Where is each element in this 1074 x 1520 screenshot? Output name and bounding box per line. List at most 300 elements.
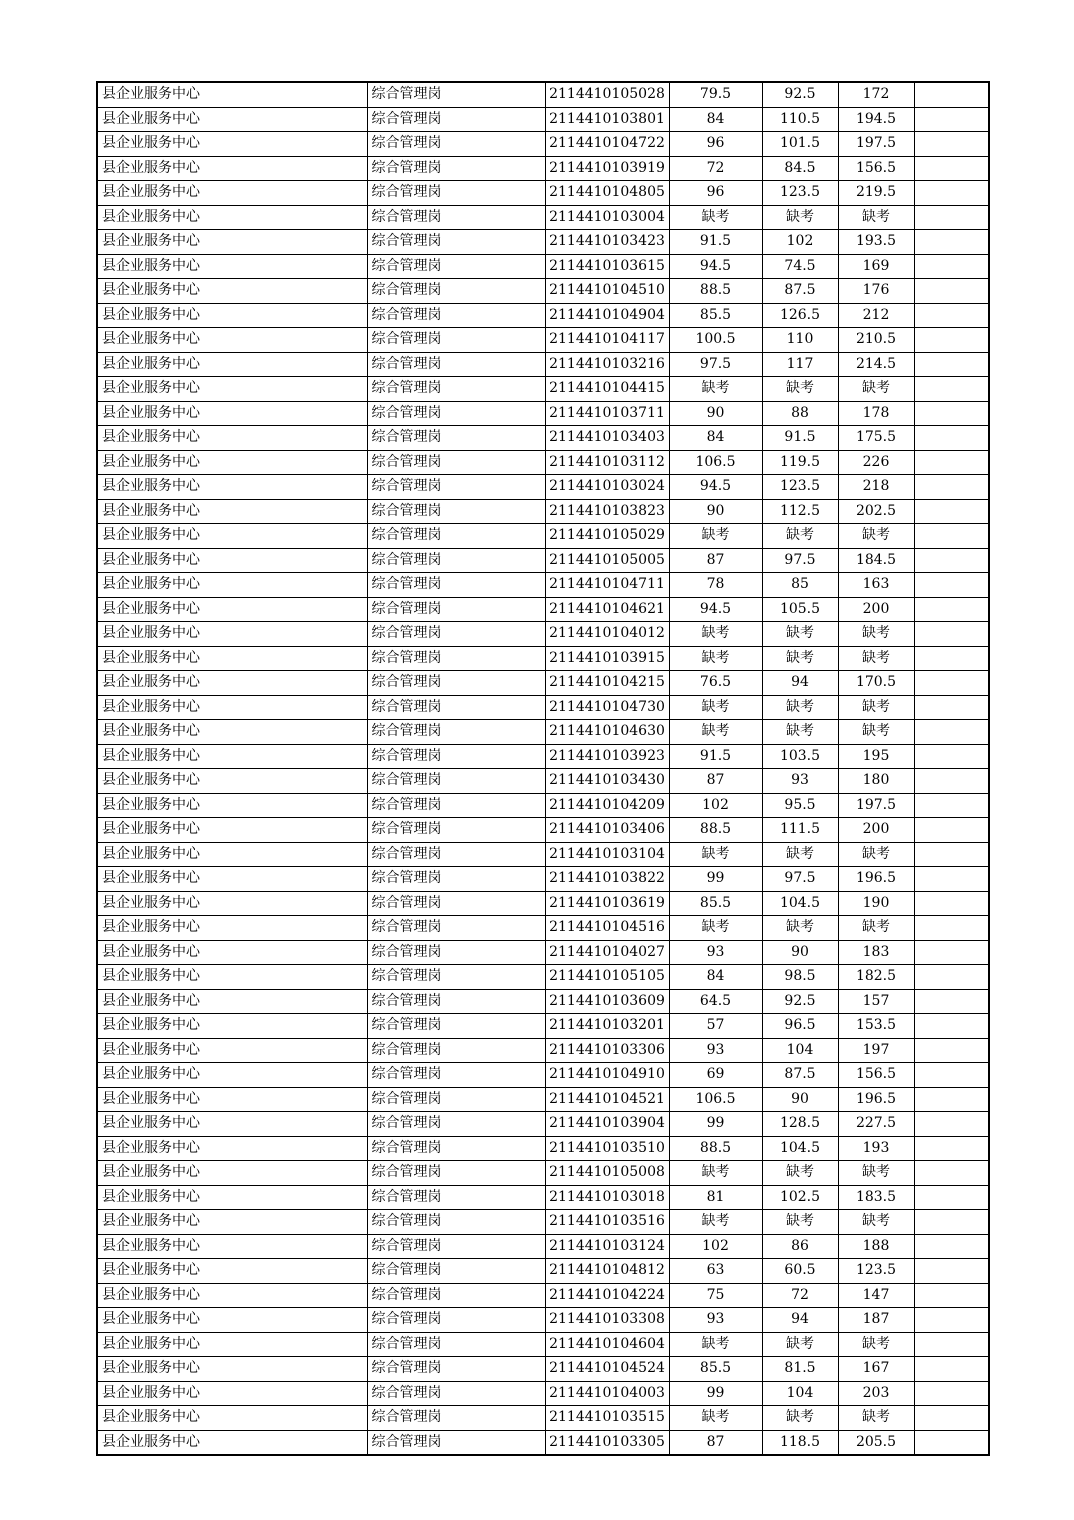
note-cell xyxy=(914,818,989,843)
score-1-cell: 85.5 xyxy=(669,1357,762,1382)
position-cell: 综合管理岗 xyxy=(367,671,545,696)
table-row xyxy=(97,940,989,965)
score-1-cell: 93 xyxy=(669,1308,762,1333)
note-cell xyxy=(914,107,989,132)
score-2-cell: 93 xyxy=(762,769,838,794)
unit-cell: 县企业服务中心 xyxy=(97,230,367,255)
total-score-cell: 153.5 xyxy=(838,1014,914,1039)
score-2-cell: 缺考 xyxy=(762,1406,838,1431)
ticket-number-cell: 2114410103510 xyxy=(545,1136,669,1161)
position-cell: 综合管理岗 xyxy=(367,646,545,671)
note-cell xyxy=(914,524,989,549)
total-score-cell: 197.5 xyxy=(838,793,914,818)
score-1-cell: 102 xyxy=(669,1234,762,1259)
total-score-cell: 226 xyxy=(838,450,914,475)
score-2-cell: 缺考 xyxy=(762,622,838,647)
score-2-cell: 87.5 xyxy=(762,1063,838,1088)
position-cell: 综合管理岗 xyxy=(367,989,545,1014)
total-score-cell: 156.5 xyxy=(838,1063,914,1088)
unit-cell: 县企业服务中心 xyxy=(97,1283,367,1308)
score-1-cell: 76.5 xyxy=(669,671,762,696)
note-cell xyxy=(914,230,989,255)
note-cell xyxy=(914,646,989,671)
ticket-number-cell: 2114410104224 xyxy=(545,1283,669,1308)
score-2-cell: 缺考 xyxy=(762,646,838,671)
unit-cell: 县企业服务中心 xyxy=(97,1406,367,1431)
ticket-number-cell: 2114410103609 xyxy=(545,989,669,1014)
unit-cell: 县企业服务中心 xyxy=(97,916,367,941)
unit-cell: 县企业服务中心 xyxy=(97,401,367,426)
note-cell xyxy=(914,1136,989,1161)
score-2-cell: 112.5 xyxy=(762,499,838,524)
note-cell xyxy=(914,1430,989,1455)
unit-cell: 县企业服务中心 xyxy=(97,671,367,696)
total-score-cell: 200 xyxy=(838,597,914,622)
position-cell: 综合管理岗 xyxy=(367,132,545,157)
total-score-cell: 缺考 xyxy=(838,524,914,549)
ticket-number-cell: 2114410104910 xyxy=(545,1063,669,1088)
table-row xyxy=(97,1357,989,1382)
unit-cell: 县企业服务中心 xyxy=(97,1014,367,1039)
note-cell xyxy=(914,1357,989,1382)
score-2-cell: 110.5 xyxy=(762,107,838,132)
score-1-cell: 84 xyxy=(669,426,762,451)
total-score-cell: 缺考 xyxy=(838,842,914,867)
ticket-number-cell: 2114410103024 xyxy=(545,475,669,500)
table-row xyxy=(97,1259,989,1284)
score-2-cell: 缺考 xyxy=(762,916,838,941)
score-1-cell: 99 xyxy=(669,867,762,892)
score-1-cell: 63 xyxy=(669,1259,762,1284)
position-cell: 综合管理岗 xyxy=(367,254,545,279)
ticket-number-cell: 2114410105028 xyxy=(545,82,669,107)
score-1-cell: 91.5 xyxy=(669,230,762,255)
note-cell xyxy=(914,1332,989,1357)
score-2-cell: 97.5 xyxy=(762,548,838,573)
total-score-cell: 156.5 xyxy=(838,156,914,181)
ticket-number-cell: 2114410103406 xyxy=(545,818,669,843)
position-cell: 综合管理岗 xyxy=(367,1381,545,1406)
note-cell xyxy=(914,426,989,451)
score-2-cell: 119.5 xyxy=(762,450,838,475)
position-cell: 综合管理岗 xyxy=(367,1283,545,1308)
total-score-cell: 193.5 xyxy=(838,230,914,255)
ticket-number-cell: 2114410104604 xyxy=(545,1332,669,1357)
unit-cell: 县企业服务中心 xyxy=(97,328,367,353)
score-2-cell: 86 xyxy=(762,1234,838,1259)
score-2-cell: 缺考 xyxy=(762,1161,838,1186)
note-cell xyxy=(914,989,989,1014)
unit-cell: 县企业服务中心 xyxy=(97,499,367,524)
table-row xyxy=(97,426,989,451)
score-1-cell: 99 xyxy=(669,1112,762,1137)
total-score-cell: 缺考 xyxy=(838,646,914,671)
unit-cell: 县企业服务中心 xyxy=(97,842,367,867)
total-score-cell: 缺考 xyxy=(838,916,914,941)
ticket-number-cell: 2114410103124 xyxy=(545,1234,669,1259)
total-score-cell: 缺考 xyxy=(838,695,914,720)
table-row xyxy=(97,475,989,500)
total-score-cell: 205.5 xyxy=(838,1430,914,1455)
score-2-cell: 104 xyxy=(762,1038,838,1063)
table-row xyxy=(97,1283,989,1308)
score-1-cell: 64.5 xyxy=(669,989,762,1014)
position-cell: 综合管理岗 xyxy=(367,818,545,843)
ticket-number-cell: 2114410103112 xyxy=(545,450,669,475)
total-score-cell: 188 xyxy=(838,1234,914,1259)
score-2-cell: 117 xyxy=(762,352,838,377)
table-row xyxy=(97,181,989,206)
ticket-number-cell: 2114410103403 xyxy=(545,426,669,451)
ticket-number-cell: 2114410104524 xyxy=(545,1357,669,1382)
score-2-cell: 102.5 xyxy=(762,1185,838,1210)
table-row xyxy=(97,524,989,549)
unit-cell: 县企业服务中心 xyxy=(97,1087,367,1112)
position-cell: 综合管理岗 xyxy=(367,965,545,990)
position-cell: 综合管理岗 xyxy=(367,744,545,769)
table-row xyxy=(97,1161,989,1186)
score-2-cell: 缺考 xyxy=(762,205,838,230)
note-cell xyxy=(914,1087,989,1112)
ticket-number-cell: 2114410103104 xyxy=(545,842,669,867)
score-2-cell: 84.5 xyxy=(762,156,838,181)
score-1-cell: 94.5 xyxy=(669,597,762,622)
note-cell xyxy=(914,867,989,892)
total-score-cell: 163 xyxy=(838,573,914,598)
table-row xyxy=(97,818,989,843)
total-score-cell: 缺考 xyxy=(838,622,914,647)
score-1-cell: 缺考 xyxy=(669,1210,762,1235)
total-score-cell: 197.5 xyxy=(838,132,914,157)
score-2-cell: 128.5 xyxy=(762,1112,838,1137)
position-cell: 综合管理岗 xyxy=(367,303,545,328)
table-row xyxy=(97,573,989,598)
table-row xyxy=(97,867,989,892)
note-cell xyxy=(914,377,989,402)
note-cell xyxy=(914,132,989,157)
note-cell xyxy=(914,499,989,524)
total-score-cell: 缺考 xyxy=(838,377,914,402)
unit-cell: 县企业服务中心 xyxy=(97,769,367,794)
unit-cell: 县企业服务中心 xyxy=(97,720,367,745)
total-score-cell: 227.5 xyxy=(838,1112,914,1137)
unit-cell: 县企业服务中心 xyxy=(97,989,367,1014)
note-cell xyxy=(914,940,989,965)
table-row xyxy=(97,279,989,304)
table-row xyxy=(97,1038,989,1063)
position-cell: 综合管理岗 xyxy=(367,82,545,107)
score-1-cell: 97.5 xyxy=(669,352,762,377)
score-2-cell: 123.5 xyxy=(762,181,838,206)
total-score-cell: 147 xyxy=(838,1283,914,1308)
note-cell xyxy=(914,1210,989,1235)
position-cell: 综合管理岗 xyxy=(367,1259,545,1284)
total-score-cell: 183.5 xyxy=(838,1185,914,1210)
unit-cell: 县企业服务中心 xyxy=(97,1063,367,1088)
table-row xyxy=(97,450,989,475)
table-row xyxy=(97,1406,989,1431)
ticket-number-cell: 2114410103801 xyxy=(545,107,669,132)
ticket-number-cell: 2114410104012 xyxy=(545,622,669,647)
ticket-number-cell: 2114410103516 xyxy=(545,1210,669,1235)
note-cell xyxy=(914,254,989,279)
unit-cell: 县企业服务中心 xyxy=(97,1210,367,1235)
position-cell: 综合管理岗 xyxy=(367,401,545,426)
score-1-cell: 96 xyxy=(669,181,762,206)
position-cell: 综合管理岗 xyxy=(367,426,545,451)
position-cell: 综合管理岗 xyxy=(367,573,545,598)
score-2-cell: 90 xyxy=(762,940,838,965)
table-row xyxy=(97,1185,989,1210)
unit-cell: 县企业服务中心 xyxy=(97,205,367,230)
unit-cell: 县企业服务中心 xyxy=(97,622,367,647)
note-cell xyxy=(914,1185,989,1210)
table-row xyxy=(97,1087,989,1112)
unit-cell: 县企业服务中心 xyxy=(97,524,367,549)
score-2-cell: 95.5 xyxy=(762,793,838,818)
unit-cell: 县企业服务中心 xyxy=(97,303,367,328)
position-cell: 综合管理岗 xyxy=(367,548,545,573)
note-cell xyxy=(914,1014,989,1039)
score-2-cell: 81.5 xyxy=(762,1357,838,1382)
score-1-cell: 94.5 xyxy=(669,254,762,279)
ticket-number-cell: 2114410103305 xyxy=(545,1430,669,1455)
unit-cell: 县企业服务中心 xyxy=(97,1259,367,1284)
ticket-number-cell: 2114410103308 xyxy=(545,1308,669,1333)
score-table-body xyxy=(97,82,989,1455)
unit-cell: 县企业服务中心 xyxy=(97,818,367,843)
score-1-cell: 90 xyxy=(669,499,762,524)
unit-cell: 县企业服务中心 xyxy=(97,1112,367,1137)
score-1-cell: 96 xyxy=(669,132,762,157)
ticket-number-cell: 2114410104027 xyxy=(545,940,669,965)
unit-cell: 县企业服务中心 xyxy=(97,475,367,500)
total-score-cell: 200 xyxy=(838,818,914,843)
score-2-cell: 94 xyxy=(762,1308,838,1333)
ticket-number-cell: 2114410103216 xyxy=(545,352,669,377)
score-2-cell: 缺考 xyxy=(762,377,838,402)
ticket-number-cell: 2114410104117 xyxy=(545,328,669,353)
unit-cell: 县企业服务中心 xyxy=(97,352,367,377)
unit-cell: 县企业服务中心 xyxy=(97,426,367,451)
score-1-cell: 79.5 xyxy=(669,82,762,107)
table-row xyxy=(97,303,989,328)
ticket-number-cell: 2114410103919 xyxy=(545,156,669,181)
note-cell xyxy=(914,769,989,794)
score-2-cell: 缺考 xyxy=(762,524,838,549)
score-1-cell: 缺考 xyxy=(669,695,762,720)
total-score-cell: 195 xyxy=(838,744,914,769)
table-row xyxy=(97,82,989,107)
total-score-cell: 123.5 xyxy=(838,1259,914,1284)
score-2-cell: 60.5 xyxy=(762,1259,838,1284)
score-2-cell: 92.5 xyxy=(762,989,838,1014)
score-1-cell: 缺考 xyxy=(669,205,762,230)
total-score-cell: 219.5 xyxy=(838,181,914,206)
unit-cell: 县企业服务中心 xyxy=(97,132,367,157)
position-cell: 综合管理岗 xyxy=(367,1087,545,1112)
score-1-cell: 69 xyxy=(669,1063,762,1088)
score-2-cell: 88 xyxy=(762,401,838,426)
total-score-cell: 184.5 xyxy=(838,548,914,573)
unit-cell: 县企业服务中心 xyxy=(97,156,367,181)
unit-cell: 县企业服务中心 xyxy=(97,254,367,279)
score-2-cell: 90 xyxy=(762,1087,838,1112)
ticket-number-cell: 2114410105008 xyxy=(545,1161,669,1186)
score-1-cell: 85.5 xyxy=(669,891,762,916)
unit-cell: 县企业服务中心 xyxy=(97,1381,367,1406)
position-cell: 综合管理岗 xyxy=(367,695,545,720)
total-score-cell: 167 xyxy=(838,1357,914,1382)
position-cell: 综合管理岗 xyxy=(367,107,545,132)
score-table xyxy=(96,81,990,1456)
unit-cell: 县企业服务中心 xyxy=(97,573,367,598)
position-cell: 综合管理岗 xyxy=(367,156,545,181)
score-2-cell: 94 xyxy=(762,671,838,696)
score-2-cell: 缺考 xyxy=(762,1332,838,1357)
total-score-cell: 缺考 xyxy=(838,205,914,230)
position-cell: 综合管理岗 xyxy=(367,205,545,230)
table-row xyxy=(97,1381,989,1406)
score-1-cell: 87 xyxy=(669,548,762,573)
unit-cell: 县企业服务中心 xyxy=(97,279,367,304)
note-cell xyxy=(914,82,989,107)
table-row xyxy=(97,1234,989,1259)
total-score-cell: 193 xyxy=(838,1136,914,1161)
unit-cell: 县企业服务中心 xyxy=(97,965,367,990)
position-cell: 综合管理岗 xyxy=(367,1136,545,1161)
table-row xyxy=(97,744,989,769)
score-2-cell: 103.5 xyxy=(762,744,838,769)
note-cell xyxy=(914,279,989,304)
table-row xyxy=(97,107,989,132)
unit-cell: 县企业服务中心 xyxy=(97,1185,367,1210)
score-2-cell: 74.5 xyxy=(762,254,838,279)
unit-cell: 县企业服务中心 xyxy=(97,695,367,720)
table-row xyxy=(97,891,989,916)
total-score-cell: 170.5 xyxy=(838,671,914,696)
ticket-number-cell: 2114410105005 xyxy=(545,548,669,573)
position-cell: 综合管理岗 xyxy=(367,940,545,965)
position-cell: 综合管理岗 xyxy=(367,842,545,867)
score-1-cell: 88.5 xyxy=(669,818,762,843)
note-cell xyxy=(914,205,989,230)
unit-cell: 县企业服务中心 xyxy=(97,891,367,916)
total-score-cell: 196.5 xyxy=(838,1087,914,1112)
note-cell xyxy=(914,352,989,377)
score-2-cell: 105.5 xyxy=(762,597,838,622)
position-cell: 综合管理岗 xyxy=(367,769,545,794)
position-cell: 综合管理岗 xyxy=(367,720,545,745)
score-1-cell: 缺考 xyxy=(669,916,762,941)
position-cell: 综合管理岗 xyxy=(367,1063,545,1088)
note-cell xyxy=(914,573,989,598)
ticket-number-cell: 2114410103904 xyxy=(545,1112,669,1137)
position-cell: 综合管理岗 xyxy=(367,328,545,353)
ticket-number-cell: 2114410104521 xyxy=(545,1087,669,1112)
note-cell xyxy=(914,156,989,181)
unit-cell: 县企业服务中心 xyxy=(97,1038,367,1063)
score-1-cell: 78 xyxy=(669,573,762,598)
total-score-cell: 182.5 xyxy=(838,965,914,990)
note-cell xyxy=(914,1406,989,1431)
total-score-cell: 缺考 xyxy=(838,1332,914,1357)
note-cell xyxy=(914,1161,989,1186)
score-2-cell: 123.5 xyxy=(762,475,838,500)
score-1-cell: 100.5 xyxy=(669,328,762,353)
total-score-cell: 157 xyxy=(838,989,914,1014)
unit-cell: 县企业服务中心 xyxy=(97,181,367,206)
ticket-number-cell: 2114410103711 xyxy=(545,401,669,426)
score-2-cell: 92.5 xyxy=(762,82,838,107)
table-row xyxy=(97,548,989,573)
position-cell: 综合管理岗 xyxy=(367,1038,545,1063)
score-2-cell: 85 xyxy=(762,573,838,598)
position-cell: 综合管理岗 xyxy=(367,1185,545,1210)
position-cell: 综合管理岗 xyxy=(367,377,545,402)
note-cell xyxy=(914,597,989,622)
total-score-cell: 218 xyxy=(838,475,914,500)
unit-cell: 县企业服务中心 xyxy=(97,1308,367,1333)
score-2-cell: 91.5 xyxy=(762,426,838,451)
total-score-cell: 176 xyxy=(838,279,914,304)
note-cell xyxy=(914,450,989,475)
table-row xyxy=(97,597,989,622)
score-2-cell: 97.5 xyxy=(762,867,838,892)
total-score-cell: 172 xyxy=(838,82,914,107)
note-cell xyxy=(914,328,989,353)
position-cell: 综合管理岗 xyxy=(367,891,545,916)
position-cell: 综合管理岗 xyxy=(367,352,545,377)
score-1-cell: 57 xyxy=(669,1014,762,1039)
ticket-number-cell: 2114410104621 xyxy=(545,597,669,622)
score-1-cell: 106.5 xyxy=(669,1087,762,1112)
ticket-number-cell: 2114410104209 xyxy=(545,793,669,818)
note-cell xyxy=(914,671,989,696)
ticket-number-cell: 2114410103004 xyxy=(545,205,669,230)
position-cell: 综合管理岗 xyxy=(367,867,545,892)
score-1-cell: 缺考 xyxy=(669,1332,762,1357)
ticket-number-cell: 2114410104003 xyxy=(545,1381,669,1406)
score-2-cell: 104.5 xyxy=(762,891,838,916)
total-score-cell: 212 xyxy=(838,303,914,328)
score-1-cell: 102 xyxy=(669,793,762,818)
ticket-number-cell: 2114410104711 xyxy=(545,573,669,598)
table-row xyxy=(97,1430,989,1455)
ticket-number-cell: 2114410104812 xyxy=(545,1259,669,1284)
total-score-cell: 缺考 xyxy=(838,1161,914,1186)
position-cell: 综合管理岗 xyxy=(367,1014,545,1039)
score-1-cell: 缺考 xyxy=(669,524,762,549)
score-2-cell: 72 xyxy=(762,1283,838,1308)
score-1-cell: 缺考 xyxy=(669,720,762,745)
note-cell xyxy=(914,475,989,500)
ticket-number-cell: 2114410104415 xyxy=(545,377,669,402)
table-row xyxy=(97,1112,989,1137)
note-cell xyxy=(914,965,989,990)
ticket-number-cell: 2114410104630 xyxy=(545,720,669,745)
note-cell xyxy=(914,622,989,647)
score-1-cell: 94.5 xyxy=(669,475,762,500)
score-1-cell: 99 xyxy=(669,1381,762,1406)
table-row xyxy=(97,1014,989,1039)
score-1-cell: 缺考 xyxy=(669,377,762,402)
score-1-cell: 84 xyxy=(669,107,762,132)
ticket-number-cell: 2114410103923 xyxy=(545,744,669,769)
position-cell: 综合管理岗 xyxy=(367,1332,545,1357)
note-cell xyxy=(914,1381,989,1406)
score-2-cell: 缺考 xyxy=(762,842,838,867)
